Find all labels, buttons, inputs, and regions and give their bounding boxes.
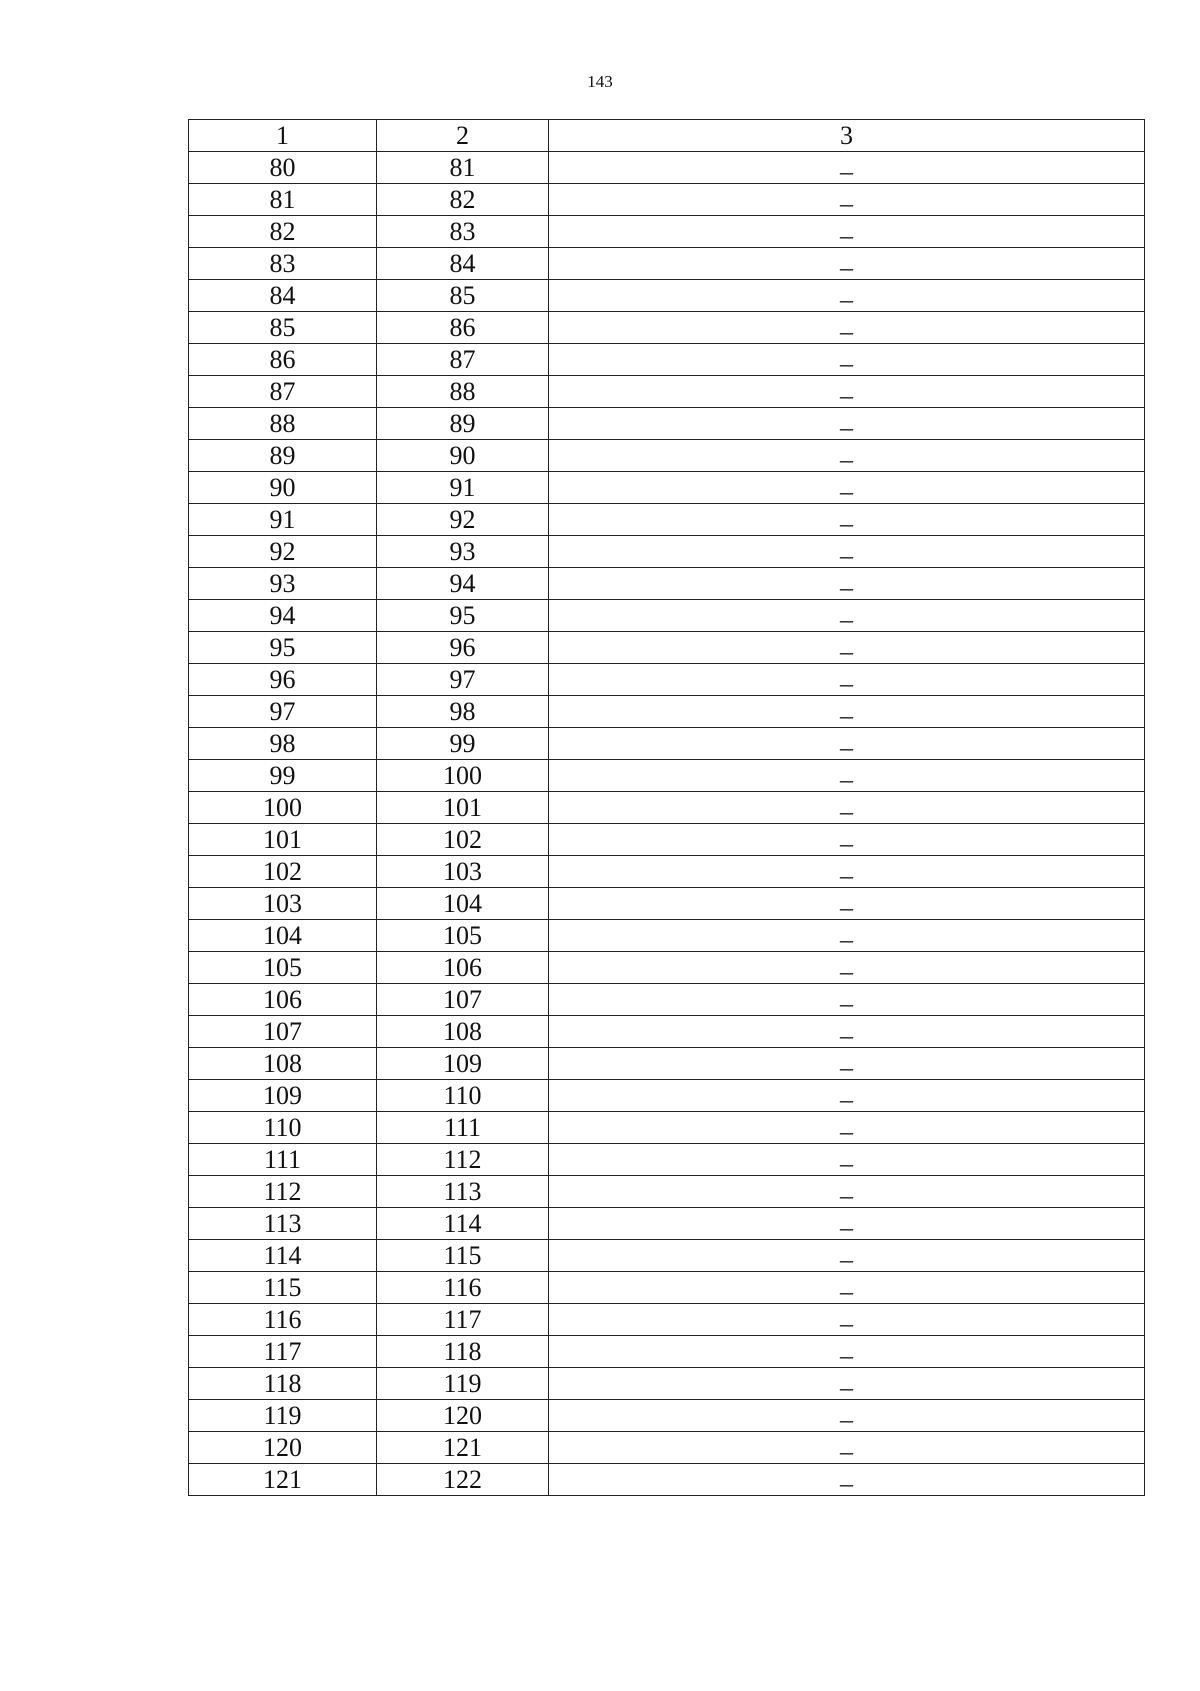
table-row: [189, 920, 1145, 952]
dash-mark: –: [840, 1148, 853, 1178]
dash-mark: –: [840, 764, 853, 794]
table-cell-col-2: 113: [377, 1176, 549, 1208]
table-cell-col-3: [549, 856, 1145, 888]
table-cell-col-3: [549, 1272, 1145, 1304]
table-cell-col-2: 121: [377, 1432, 549, 1464]
table-cell-col-1: 117: [189, 1336, 377, 1368]
dash-mark: –: [840, 1180, 853, 1210]
table-row: [189, 376, 1145, 408]
dash-mark: –: [840, 860, 853, 890]
page-number: 143: [587, 72, 613, 91]
table-row: [189, 1240, 1145, 1272]
dash-mark: –: [840, 1436, 853, 1466]
table-cell-col-2: 85: [377, 280, 549, 312]
table-cell-col-2: 107: [377, 984, 549, 1016]
table-cell-col-3: [549, 568, 1145, 600]
table-row: [189, 824, 1145, 856]
table-cell-col-1: 109: [189, 1080, 377, 1112]
table-cell-col-3: [549, 472, 1145, 504]
table-cell-col-2: 86: [377, 312, 549, 344]
table-row: [189, 696, 1145, 728]
table-cell-col-2: 83: [377, 216, 549, 248]
dash-mark: –: [840, 892, 853, 922]
table-cell-col-3: [549, 152, 1145, 184]
table-cell-col-3: [549, 344, 1145, 376]
table-cell-col-3: [549, 792, 1145, 824]
table-cell-col-3: [549, 600, 1145, 632]
table-cell-col-1: 87: [189, 376, 377, 408]
table-row: [189, 1048, 1145, 1080]
table-cell-col-2: 108: [377, 1016, 549, 1048]
table-cell-col-2: 89: [377, 408, 549, 440]
dash-mark: –: [840, 572, 853, 602]
table-row: [189, 1464, 1145, 1496]
table-cell-col-1: 80: [189, 152, 377, 184]
table-row: [189, 1432, 1145, 1464]
table-body: [189, 120, 1145, 1496]
dash-mark: –: [840, 1372, 853, 1402]
table-row: [189, 952, 1145, 984]
table-row: [189, 568, 1145, 600]
table-cell-col-2: 120: [377, 1400, 549, 1432]
table-cell-col-3: [549, 1304, 1145, 1336]
table-cell-col-1: 110: [189, 1112, 377, 1144]
table-cell-col-2: 90: [377, 440, 549, 472]
table-cell-col-1: 86: [189, 344, 377, 376]
table-cell-col-3: [549, 1176, 1145, 1208]
table-cell-col-3: [549, 1144, 1145, 1176]
table-row: [189, 344, 1145, 376]
table-cell-col-1: 96: [189, 664, 377, 696]
dash-mark: –: [840, 1052, 853, 1082]
table-cell-col-1: 85: [189, 312, 377, 344]
table-cell-col-1: 113: [189, 1208, 377, 1240]
table-cell-col-1: 93: [189, 568, 377, 600]
table-cell-col-2: 95: [377, 600, 549, 632]
table-cell-col-3: [549, 888, 1145, 920]
dash-mark: –: [840, 1308, 853, 1338]
table-cell-col-3: [549, 376, 1145, 408]
header-cell-col-2: 2: [377, 120, 549, 152]
table-row: [189, 728, 1145, 760]
dash-mark: –: [840, 380, 853, 410]
dash-mark: –: [840, 1020, 853, 1050]
table-row: [189, 888, 1145, 920]
table-row: [189, 472, 1145, 504]
dash-mark: –: [840, 540, 853, 570]
table-cell-col-3: [549, 408, 1145, 440]
table-cell-col-2: 114: [377, 1208, 549, 1240]
table-cell-col-3: [549, 280, 1145, 312]
table-cell-col-1: 121: [189, 1464, 377, 1496]
table-row: [189, 1336, 1145, 1368]
table-cell-col-2: 94: [377, 568, 549, 600]
table-cell-col-3: [549, 1016, 1145, 1048]
table-row: [189, 1400, 1145, 1432]
table-row: [189, 184, 1145, 216]
table-row: [189, 1304, 1145, 1336]
table-cell-col-1: 105: [189, 952, 377, 984]
table-cell-col-3: [549, 1368, 1145, 1400]
table-cell-col-1: 90: [189, 472, 377, 504]
table-cell-col-1: 103: [189, 888, 377, 920]
table-cell-col-1: 83: [189, 248, 377, 280]
table-row: [189, 1112, 1145, 1144]
table-cell-col-2: 102: [377, 824, 549, 856]
table-cell-col-2: 109: [377, 1048, 549, 1080]
table-cell-col-3: [549, 1080, 1145, 1112]
table-row: [189, 1080, 1145, 1112]
dash-mark: –: [840, 1116, 853, 1146]
dash-mark: –: [840, 732, 853, 762]
table-cell-col-2: 111: [377, 1112, 549, 1144]
dash-mark: –: [840, 444, 853, 474]
table-cell-col-3: [549, 952, 1145, 984]
table-cell-col-3: [549, 216, 1145, 248]
table-cell-col-2: 122: [377, 1464, 549, 1496]
table-cell-col-3: [549, 440, 1145, 472]
dash-mark: –: [840, 1084, 853, 1114]
table-cell-col-2: 119: [377, 1368, 549, 1400]
table-row: [189, 1144, 1145, 1176]
dash-mark: –: [840, 1468, 853, 1498]
table-cell-col-2: 100: [377, 760, 549, 792]
table-cell-col-3: [549, 824, 1145, 856]
table-row: [189, 600, 1145, 632]
dash-mark: –: [840, 956, 853, 986]
table-cell-col-3: [549, 312, 1145, 344]
table-cell-col-3: [549, 728, 1145, 760]
table-row: [189, 632, 1145, 664]
table-cell-col-2: 88: [377, 376, 549, 408]
table-cell-col-2: 118: [377, 1336, 549, 1368]
table-header-row: [189, 120, 1145, 152]
table-cell-col-3: [549, 1432, 1145, 1464]
table-cell-col-3: [549, 984, 1145, 1016]
table-cell-col-1: 88: [189, 408, 377, 440]
table-row: [189, 984, 1145, 1016]
table-row: [189, 408, 1145, 440]
table-row: [189, 1368, 1145, 1400]
dash-mark: –: [840, 188, 853, 218]
table-row: [189, 664, 1145, 696]
table-cell-col-3: [549, 504, 1145, 536]
table-cell-col-1: 116: [189, 1304, 377, 1336]
table-row: [189, 248, 1145, 280]
dash-mark: –: [840, 924, 853, 954]
table-cell-col-2: 93: [377, 536, 549, 568]
table-cell-col-3: [549, 920, 1145, 952]
table-cell-col-3: [549, 664, 1145, 696]
table-cell-col-2: 91: [377, 472, 549, 504]
table-cell-col-1: 112: [189, 1176, 377, 1208]
dash-mark: –: [840, 1276, 853, 1306]
table-row: [189, 760, 1145, 792]
dash-mark: –: [840, 348, 853, 378]
table-cell-col-3: [549, 1048, 1145, 1080]
table-row: [189, 1176, 1145, 1208]
dash-mark: –: [840, 604, 853, 634]
dash-mark: –: [840, 1404, 853, 1434]
table-cell-col-2: 92: [377, 504, 549, 536]
dash-mark: –: [840, 220, 853, 250]
dash-mark: –: [840, 252, 853, 282]
table-cell-col-3: [549, 1336, 1145, 1368]
dash-mark: –: [840, 508, 853, 538]
table-cell-col-1: 95: [189, 632, 377, 664]
table-cell-col-1: 101: [189, 824, 377, 856]
table-cell-col-2: 101: [377, 792, 549, 824]
table-cell-col-1: 84: [189, 280, 377, 312]
dash-mark: –: [840, 316, 853, 346]
table-cell-col-1: 119: [189, 1400, 377, 1432]
table-row: [189, 536, 1145, 568]
table-row: [189, 856, 1145, 888]
table-cell-col-2: 112: [377, 1144, 549, 1176]
table-row: [189, 792, 1145, 824]
table-cell-col-2: 104: [377, 888, 549, 920]
table-cell-col-1: 91: [189, 504, 377, 536]
table-cell-col-3: [549, 1400, 1145, 1432]
table-cell-col-3: [549, 1208, 1145, 1240]
table-cell-col-2: 105: [377, 920, 549, 952]
table-row: [189, 1016, 1145, 1048]
dash-mark: –: [840, 796, 853, 826]
data-table: [188, 119, 1145, 1496]
table-cell-col-1: 89: [189, 440, 377, 472]
table-row: [189, 1272, 1145, 1304]
dash-mark: –: [840, 828, 853, 858]
table-cell-col-1: 111: [189, 1144, 377, 1176]
table-cell-col-1: 102: [189, 856, 377, 888]
table-cell-col-3: [549, 248, 1145, 280]
table-cell-col-1: 118: [189, 1368, 377, 1400]
header-cell-col-3: 3: [549, 120, 1145, 152]
table-cell-col-3: [549, 184, 1145, 216]
table-cell-col-1: 107: [189, 1016, 377, 1048]
table-cell-col-3: [549, 696, 1145, 728]
dash-mark: –: [840, 1212, 853, 1242]
table-cell-col-1: 92: [189, 536, 377, 568]
table-cell-col-2: 117: [377, 1304, 549, 1336]
table-cell-col-2: 84: [377, 248, 549, 280]
table-cell-col-1: 104: [189, 920, 377, 952]
table-cell-col-3: [549, 760, 1145, 792]
table-cell-col-1: 99: [189, 760, 377, 792]
table-cell-col-1: 120: [189, 1432, 377, 1464]
table-cell-col-1: 106: [189, 984, 377, 1016]
dash-mark: –: [840, 988, 853, 1018]
table-cell-col-3: [549, 536, 1145, 568]
dash-mark: –: [840, 284, 853, 314]
table-cell-col-1: 82: [189, 216, 377, 248]
table-cell-col-1: 108: [189, 1048, 377, 1080]
table-row: [189, 504, 1145, 536]
dash-mark: –: [840, 668, 853, 698]
dash-mark: –: [840, 1340, 853, 1370]
table-cell-col-3: [549, 1464, 1145, 1496]
dash-mark: –: [840, 476, 853, 506]
dash-mark: –: [840, 156, 853, 186]
table-cell-col-1: 94: [189, 600, 377, 632]
table-cell-col-2: 87: [377, 344, 549, 376]
table-cell-col-1: 100: [189, 792, 377, 824]
table-cell-col-3: [549, 632, 1145, 664]
table-cell-col-1: 114: [189, 1240, 377, 1272]
table-row: [189, 216, 1145, 248]
table-cell-col-1: 81: [189, 184, 377, 216]
table-row: [189, 1208, 1145, 1240]
table-cell-col-2: 96: [377, 632, 549, 664]
table-cell-col-2: 97: [377, 664, 549, 696]
table-cell-col-3: [549, 1112, 1145, 1144]
table-cell-col-1: 97: [189, 696, 377, 728]
dash-mark: –: [840, 1244, 853, 1274]
table-row: [189, 312, 1145, 344]
table-row: [189, 440, 1145, 472]
dash-mark: –: [840, 700, 853, 730]
table-cell-col-1: 115: [189, 1272, 377, 1304]
table-cell-col-2: 82: [377, 184, 549, 216]
table-cell-col-2: 115: [377, 1240, 549, 1272]
dash-mark: –: [840, 412, 853, 442]
table-cell-col-3: [549, 1240, 1145, 1272]
table-cell-col-2: 106: [377, 952, 549, 984]
table-cell-col-2: 81: [377, 152, 549, 184]
table-cell-col-2: 110: [377, 1080, 549, 1112]
header-cell-col-1: 1: [189, 120, 377, 152]
table-cell-col-2: 103: [377, 856, 549, 888]
table-row: [189, 280, 1145, 312]
table-cell-col-2: 116: [377, 1272, 549, 1304]
table-cell-col-1: 98: [189, 728, 377, 760]
dash-mark: –: [840, 636, 853, 666]
table-cell-col-2: 99: [377, 728, 549, 760]
table-row: [189, 152, 1145, 184]
table-cell-col-2: 98: [377, 696, 549, 728]
